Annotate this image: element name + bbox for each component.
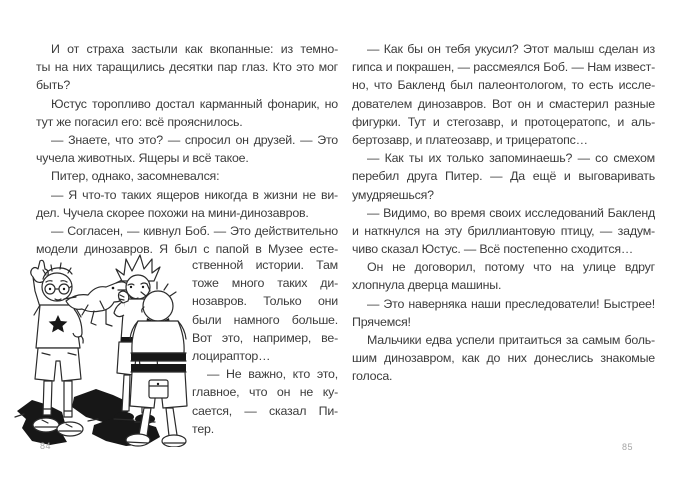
text-line: бертозавр, и платеозавр, и трицератопс…: [352, 132, 588, 147]
three-boys-with-dinosaur-illustration: [10, 249, 202, 447]
text-line: дел. Чучела скорее похожи на мини-динозавров.: [36, 205, 309, 220]
text-line: хлопнула дверца машины.: [352, 278, 502, 293]
text-line: были намного больше.: [192, 312, 338, 327]
text-line: дователем динозавров. Вот он и смастерил разные: [352, 96, 655, 111]
text-line: гипса и покрашен, — рассмеялся Боб. — Нам извест-: [352, 60, 655, 75]
text-line: ты на них таращились десятки пар глаз. Кто это мог: [36, 60, 338, 75]
text-line: — Это наверняка наши преследователи! Быстрее!: [367, 296, 655, 311]
text-line: модели динозавров. Я был с папой в Музее есте-: [36, 242, 338, 257]
text-line: Вот это, например, ве-: [192, 330, 338, 345]
text-line: — Видимо, во время своих исследований Бакленд: [367, 205, 655, 220]
text-line: — Не важно, кто это,: [207, 367, 338, 382]
left-page-wrapped-text-block: [192, 256, 338, 438]
text-line: чучела животных. Ящеры и всё такое.: [36, 151, 249, 166]
right-page-text-block: [352, 40, 655, 386]
text-line: Мальчики едва успели притаиться за самым боль-: [367, 333, 655, 347]
text-line: — Я что-то таких ящеров никогда в жизни не ви-: [51, 187, 338, 202]
text-line: И от страха застыли как вкопанные: из темно-: [51, 42, 338, 56]
text-line: нозавров. Только они: [192, 294, 338, 309]
shorts-pocket: [149, 380, 168, 398]
text-line: быть?: [36, 78, 71, 93]
text-line: тер.: [192, 421, 214, 436]
text-line: главное, что он не ку-: [192, 385, 338, 400]
text-line: фигурки. Тут и стегозавр, и протоцератопс, и аль-: [352, 114, 655, 129]
text-line: — Как бы он тебя укусил? Этот малыш сделан из: [367, 42, 655, 56]
text-line: перебил друга Питер. — Да ещё и выговаривать: [352, 169, 655, 184]
text-line: сается, — сказал Пи-: [192, 403, 338, 418]
text-line: и наткнулся на эту бриллиантовую птицу, — задум-: [352, 223, 655, 238]
text-line: лоцираптор…: [192, 348, 271, 363]
text-line: Он не договорил, потому что на улице вдруг: [367, 260, 655, 275]
text-line: тоже много таких ди-: [192, 276, 338, 291]
text-line: ственной истории. Там: [192, 258, 338, 272]
page-number-left: 84: [40, 441, 52, 451]
text-line: — Согласен, — кивнул Боб. — Это действительно: [51, 223, 338, 238]
text-line: но, что Бакленд был палеонтологом, то есть иссле-: [352, 78, 655, 93]
text-line: голоса.: [352, 369, 393, 384]
text-line: тут же погасил его: всё прояснилось.: [36, 114, 243, 129]
left-page-text-block: [36, 40, 338, 258]
text-line: чиво сказал Юстус. — Всё постепенно сходится…: [352, 242, 634, 257]
text-line: Юстус торопливо достал карманный фонарик, но: [51, 96, 338, 111]
text-line: Прячемся!: [352, 314, 411, 329]
text-line: — Как ты их только запоминаешь? — со смехом: [367, 151, 655, 166]
text-line: — Знаете, что это? — спросил он друзей. — Это: [51, 132, 338, 147]
text-line: шим динозавром, как до них донеслись знакомые: [352, 351, 655, 366]
text-line: Питер, однако, засомневался:: [51, 169, 220, 184]
text-line: умудряешься?: [352, 187, 434, 202]
page-number-right: 85: [622, 442, 634, 452]
